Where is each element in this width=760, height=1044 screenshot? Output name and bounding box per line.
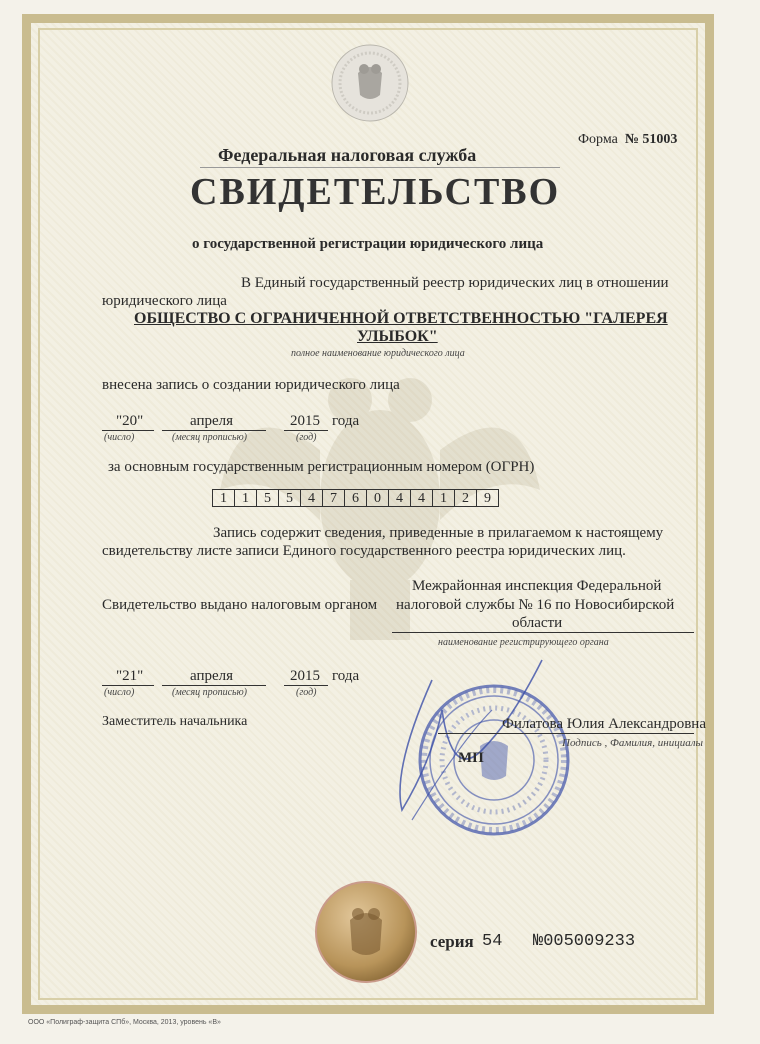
gold-seal-icon: [314, 880, 418, 984]
agency-name: Федеральная налоговая служба: [218, 145, 477, 165]
date1-year-word: года: [332, 413, 360, 429]
company-name-line-2: УЛЫБОК": [357, 328, 438, 345]
date1-month-rule: [162, 430, 266, 431]
signer-caption: Подпись , Фамилия, инициалы: [562, 737, 703, 749]
authority-line-3: области: [512, 615, 563, 631]
ogrn-digit: 4: [410, 489, 433, 507]
ogrn-digit: 4: [300, 489, 323, 507]
date1-caption-month: (месяц прописью): [172, 432, 247, 443]
authority-caption: наименование регистрирующего органа: [438, 637, 609, 648]
series-value: 54: [482, 932, 503, 951]
ogrn-digit: 1: [234, 489, 257, 507]
agency-rule: [200, 167, 560, 168]
authority-rule: [392, 632, 694, 633]
authority-line-1: Межрайонная инспекция Федеральной: [412, 578, 662, 594]
date2-month-rule: [162, 685, 266, 686]
date2-year: 2015: [290, 668, 320, 684]
date2-caption-month: (месяц прописью): [172, 687, 247, 698]
ogrn-digit: 6: [344, 489, 367, 507]
subtitle: о государственной регистрации юридического лица: [192, 236, 544, 252]
company-name-line-1: ОБЩЕСТВО С ОГРАНИЧЕННОЙ ОТВЕТСТВЕННОСТЬЮ "ГАЛЕРЕЯ: [134, 310, 668, 327]
authority-line-2: налоговой службы № 16 по Новосибирской: [396, 597, 675, 613]
mp-label: МП: [458, 750, 484, 766]
date1-year-rule: [284, 430, 328, 431]
date2-year-rule: [284, 685, 328, 686]
date2-caption-year: (год): [296, 687, 317, 698]
date1-year: 2015: [290, 413, 320, 429]
printer-note: ООО «Полиграф-защита СПб», Москва, 2013, уровень «В»: [28, 1019, 221, 1026]
issued-by-label: Свидетельство выдано налоговым органом: [102, 597, 378, 613]
ogrn-digit: 5: [256, 489, 279, 507]
ogrn-digit: 0: [366, 489, 389, 507]
ogrn-digit: 5: [278, 489, 301, 507]
form-label: Форма № 51003: [578, 132, 678, 147]
date1-month: апреля: [190, 413, 234, 429]
entry-text: внесена запись о создании юридического лица: [102, 377, 400, 393]
ogrn-text: за основным государственным регистрационным номером (ОГРН): [108, 459, 535, 475]
signer-rule: [438, 733, 694, 734]
date1-caption-year: (год): [296, 432, 317, 443]
intro-line-2: юридического лица: [102, 293, 227, 309]
ogrn-digit: 9: [476, 489, 499, 507]
series-label: серия: [430, 932, 474, 951]
signer-position: Заместитель начальника: [102, 714, 248, 729]
date1-caption-day: (число): [104, 432, 135, 443]
ogrn-number-grid: [212, 489, 498, 507]
company-caption: полное наименование юридического лица: [291, 348, 465, 359]
date2-day-rule: [102, 685, 154, 686]
date2-day: "21": [116, 668, 144, 684]
ogrn-digit: 1: [432, 489, 455, 507]
intro-line-1: В Единый государственный реестр юридических лиц в отношении: [241, 275, 669, 291]
date2-caption-day: (число): [104, 687, 135, 698]
date2-month: апреля: [190, 668, 234, 684]
ogrn-digit: 7: [322, 489, 345, 507]
ogrn-digit: 1: [212, 489, 235, 507]
ogrn-digit: 4: [388, 489, 411, 507]
date1-day: "20": [116, 413, 144, 429]
date2-year-word: года: [332, 668, 360, 684]
signer-name: Филатова Юлия Александровна: [502, 716, 706, 732]
hologram-emblem-icon: [330, 43, 410, 123]
serial-number: №005009233: [533, 932, 636, 951]
ogrn-digit: 2: [454, 489, 477, 507]
page-title: СВИДЕТЕЛЬСТВО: [190, 171, 561, 213]
record-line-2: свидетельству листе записи Единого государственного реестра юридических лиц.: [102, 543, 626, 559]
record-line-1: Запись содержит сведения, приведенные в прилагаемом к настоящему: [213, 525, 664, 541]
date1-day-rule: [102, 430, 154, 431]
